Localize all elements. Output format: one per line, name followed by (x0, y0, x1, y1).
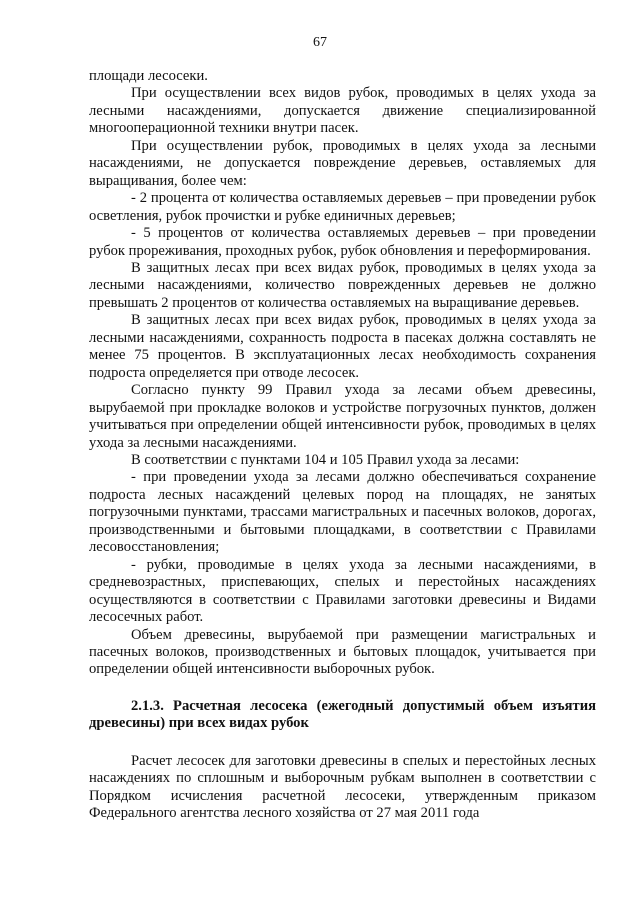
body-text-before-heading (89, 68, 596, 679)
body-paragraph: В соответствии с пунктами 104 и 105 Правил ухода за лесами: (131, 451, 520, 468)
list-item-paragraph: - при проведении ухода за лесами должно обеспечиваться сохранение подроста лесных насаждений целевых пород на площадях, не занятых погрузочными пунктами, трассами магистральных и пасечных волоков, дорогах, производственными и бытовыми площадками, в соответствии с Правилами лесовосстановления; (89, 469, 596, 556)
body-paragraph: Согласно пункту 99 Правил ухода за лесами объем древесины, вырубаемой при прокладке волоков и устройстве погрузочных пунктов, должен учитываться при определении общей интенсивности рубок, проводимых в целях ухода за лесными насаждениями. (89, 382, 596, 451)
body-paragraph: При осуществлении всех видов рубок, проводимых в целях ухода за лесными насаждениями, допускается движение специализированной многооперационной техники внутри пасек. (89, 85, 596, 137)
body-paragraph: При осуществлении рубок, проводимых в целях ухода за лесными насаждениями, не допускается повреждение деревьев, оставляемых для выращивания, более чем: (89, 137, 596, 189)
list-item-paragraph: - 5 процентов от количества оставляемых деревьев – при проведении рубок прореживания, проходных рубок, рубок обновления и переформирования. (89, 225, 596, 259)
body-paragraph: площади лесосеки. (89, 68, 208, 84)
body-text-after-heading (89, 753, 596, 823)
list-item-paragraph: - рубки, проводимые в целях ухода за лесными насаждениями, в средневозрастных, приспевающих, спелых и перестойных насаждениях осуществляются в соответствии с Правилами заготовки древесины и Видами лесосечных работ. (89, 556, 596, 626)
page-body (89, 68, 596, 823)
body-paragraph: В защитных лесах при всех видах рубок, проводимых в целях ухода за лесными насаждениями, сохранность подроста в пасеках должна составлять не менее 75 процентов. В эксплуатационных лесах необходимость сохранения подроста определяется при отводе лесосек. (89, 312, 596, 381)
body-paragraph: Объем древесины, вырубаемой при размещении магистральных и пасечных волоков, производственных и бытовых площадок, учитывается при определении общей интенсивности выборочных рубок. (89, 626, 596, 678)
section-heading: 2.1.3. Расчетная лесосека (ежегодный допустимый объем изъятия древесины) при всех видах рубок (89, 697, 596, 732)
page-number: 67 (313, 35, 327, 50)
list-item-paragraph: - 2 процента от количества оставляемых деревьев – при проведении рубок осветления, рубок прочистки и рубке единичных деревьев; (89, 190, 596, 224)
body-paragraph: Расчет лесосек для заготовки древесины в спелых и перестойных лесных насаждениях по сплошным и выборочным рубкам выполнен в соответствии с Порядком исчисления расчетной лесосеки, утвержденным приказом Федерального агентства лесного хозяйства от 27 мая 2011 года (89, 752, 596, 822)
body-paragraph: В защитных лесах при всех видах рубок, проводимых в целях ухода за лесными насаждениями, количество поврежденных деревьев не должно превышать 2 процентов от количества оставляемых на выращивание деревьев. (89, 259, 596, 311)
